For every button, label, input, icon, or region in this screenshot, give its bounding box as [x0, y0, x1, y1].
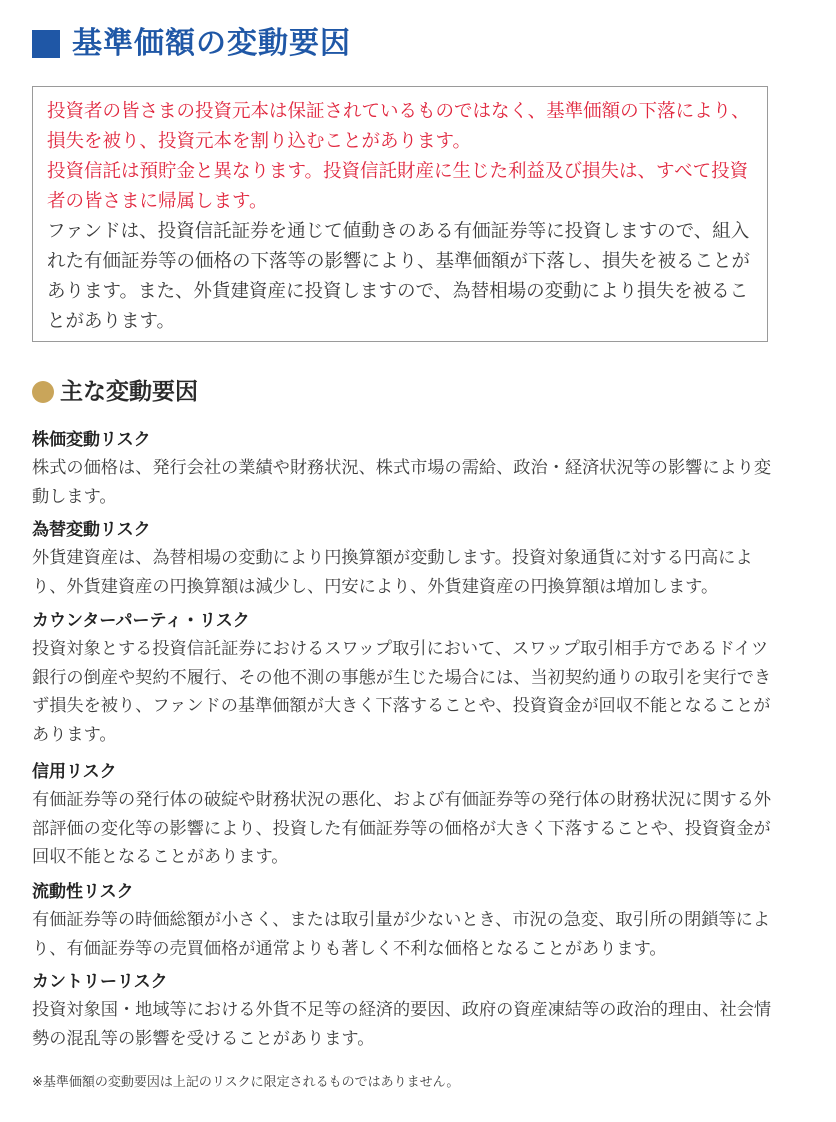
risk-heading: カウンターパーティ・リスク: [32, 611, 250, 631]
footnote: ※基準価額の変動要因は上記のリスクに限定されるものではありません。: [32, 1075, 460, 1090]
page-title: 基準価額の変動要因: [72, 26, 351, 61]
risk-heading: 株価変動リスク: [32, 430, 151, 450]
risk-item-counterparty: [32, 609, 776, 749]
title-marker-square: [32, 30, 60, 58]
risk-item-liquidity: [32, 880, 776, 963]
risk-heading: 為替変動リスク: [32, 520, 151, 540]
warning-principal-not-guaranteed: 投資者の皆さまの投資元本は保証されているものではなく、基準価額の下落により、損失を被り、投資元本を割り込むことがあります。: [47, 101, 750, 152]
warning-box: [32, 86, 768, 342]
page-title-block: [32, 26, 351, 62]
risk-text: 有価証券等の発行体の破綻や財務状況の悪化、および有価証券等の発行体の財務状況に関する外部評価の変化等の影響により、投資した有価証券等の価格が大きく下落することや、投資資金が回収不能となることがあります。: [32, 790, 772, 867]
risk-heading: 流動性リスク: [32, 882, 134, 902]
section-heading: 主な変動要因: [60, 379, 198, 405]
risk-item-credit: [32, 760, 776, 872]
bullet-dot-icon: [32, 381, 54, 403]
risk-heading: カントリーリスク: [32, 972, 168, 992]
risk-text: 有価証券等の時価総額が小さく、または取引量が少ないとき、市況の急変、取引所の閉鎖等により、有価証券等の売買価格が通常よりも著しく不利な価格となることがあります。: [32, 910, 771, 959]
risk-heading: 信用リスク: [32, 762, 117, 782]
risk-item-currency: [32, 518, 776, 601]
risk-item-country: [32, 970, 776, 1053]
risk-text: 投資対象とする投資信託証券におけるスワップ取引において、スワップ取引相手方であるドイツ銀行の倒産や契約不履行、その他不測の事態が生じた場合には、当初契約通りの取引を実行できず損失を被り、ファンドの基準価額が大きく下落することや、投資資金が回収不能となることがあります。: [32, 639, 772, 745]
warning-not-deposit: 投資信託は預貯金と異なります。投資信託財産に生じた利益及び損失は、すべて投資者の皆さまに帰属します。: [47, 161, 749, 212]
risk-item-equity: [32, 428, 776, 511]
warning-fund-description: ファンドは、投資信託証券を通じて値動きのある有価証券等に投資しますので、組入れた有価証券等の価格の下落等の影響により、基準価額が下落し、損失を被ることがあります。また、外貨建資産に投資しますので、為替相場の変動により損失を被ることがあります。: [47, 221, 751, 332]
section-heading-block: [32, 377, 198, 407]
risk-text: 投資対象国・地域等における外貨不足等の経済的要因、政府の資産凍結等の政治的理由、社会情勢の混乱等の影響を受けることがあります。: [32, 1000, 772, 1049]
risk-text: 外貨建資産は、為替相場の変動により円換算額が変動します。投資対象通貨に対する円高により、外貨建資産の円換算額は減少し、円安により、外貨建資産の円換算額は増加します。: [32, 548, 753, 597]
risk-text: 株式の価格は、発行会社の業績や財務状況、株式市場の需給、政治・経済状況等の影響により変動します。: [32, 458, 772, 507]
